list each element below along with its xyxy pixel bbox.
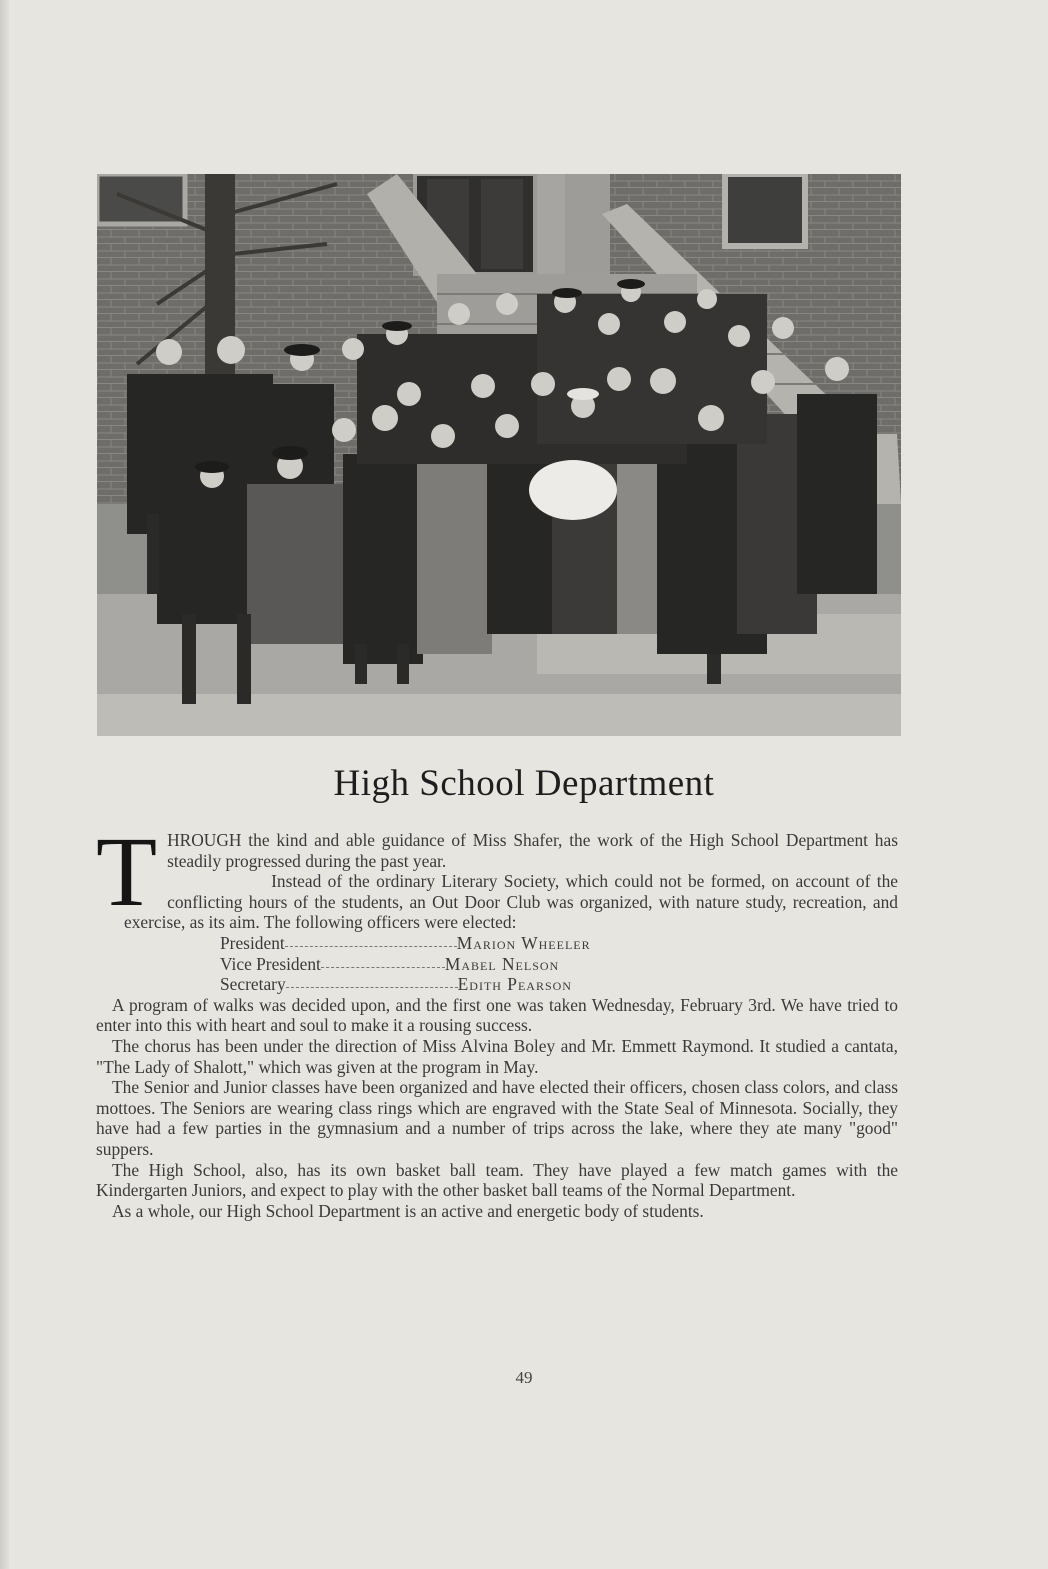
officer-role: President <box>220 932 285 953</box>
paragraph-basketball: The High School, also, has its own basket ball team. They have played a few match games with the Kindergarten Juniors, and expect to play with the other basket ball teams of the Normal Department. <box>96 1159 898 1201</box>
officer-row-vice-president <box>124 954 898 975</box>
paragraph-closing: As a whole, our High School Department is an active and energetic body of students. <box>112 1200 704 1221</box>
page-number: 49 <box>515 1368 533 1387</box>
paragraph-club: Instead of the ordinary Literary Society, which could not be formed, on account of the conflicting hours of the students, an Out Door Club was organized, with nature study, recreation, and exercise, as its aim. The following officers were elected: <box>124 871 898 933</box>
officer-role: Secretary <box>220 974 286 995</box>
officer-name: Mabel Nelson <box>444 953 560 974</box>
group-photo <box>97 174 901 736</box>
article-body <box>96 816 898 1221</box>
paragraph-classes: The Senior and Junior classes have been organized and have elected their officers, chosen class colors, and class mottoes. The Seniors are wearing class rings which are engraved with the State Seal of Minnesota. Socially, they have had a few parties in the gymnasium and a number of trips across the lake, where they ate many "good" suppers. <box>96 1077 898 1159</box>
dot-leader <box>285 933 457 947</box>
officer-name: Marion Wheeler <box>456 932 591 953</box>
group-photo-illustration <box>97 174 901 736</box>
dot-leader <box>321 954 445 968</box>
paragraph-chorus: The chorus has been under the direction of Miss Alvina Boley and Mr. Emmett Raymond. It studied a cantata, "The Lady of Shalott," which was given at the program in May. <box>96 1035 898 1077</box>
officer-row-president <box>124 933 898 954</box>
officer-role: Vice President <box>220 953 321 974</box>
officer-row-secretary <box>124 974 898 995</box>
drop-cap: T <box>96 816 158 927</box>
dot-leader <box>286 974 458 988</box>
paragraph-walks: A program of walks was decided upon, and the first one was taken Wednesday, February 3rd. We have tried to enter into this with heart and soul to make it a rousing success. <box>96 994 898 1036</box>
page-title: High School Department <box>333 763 715 804</box>
officer-name: Edith Pearson <box>457 974 572 995</box>
officers-list <box>124 933 898 995</box>
paragraph-intro: HROUGH the kind and able guidance of Miss Shafer, the work of the High School Department has steadily progressed during the past year. <box>167 830 898 871</box>
